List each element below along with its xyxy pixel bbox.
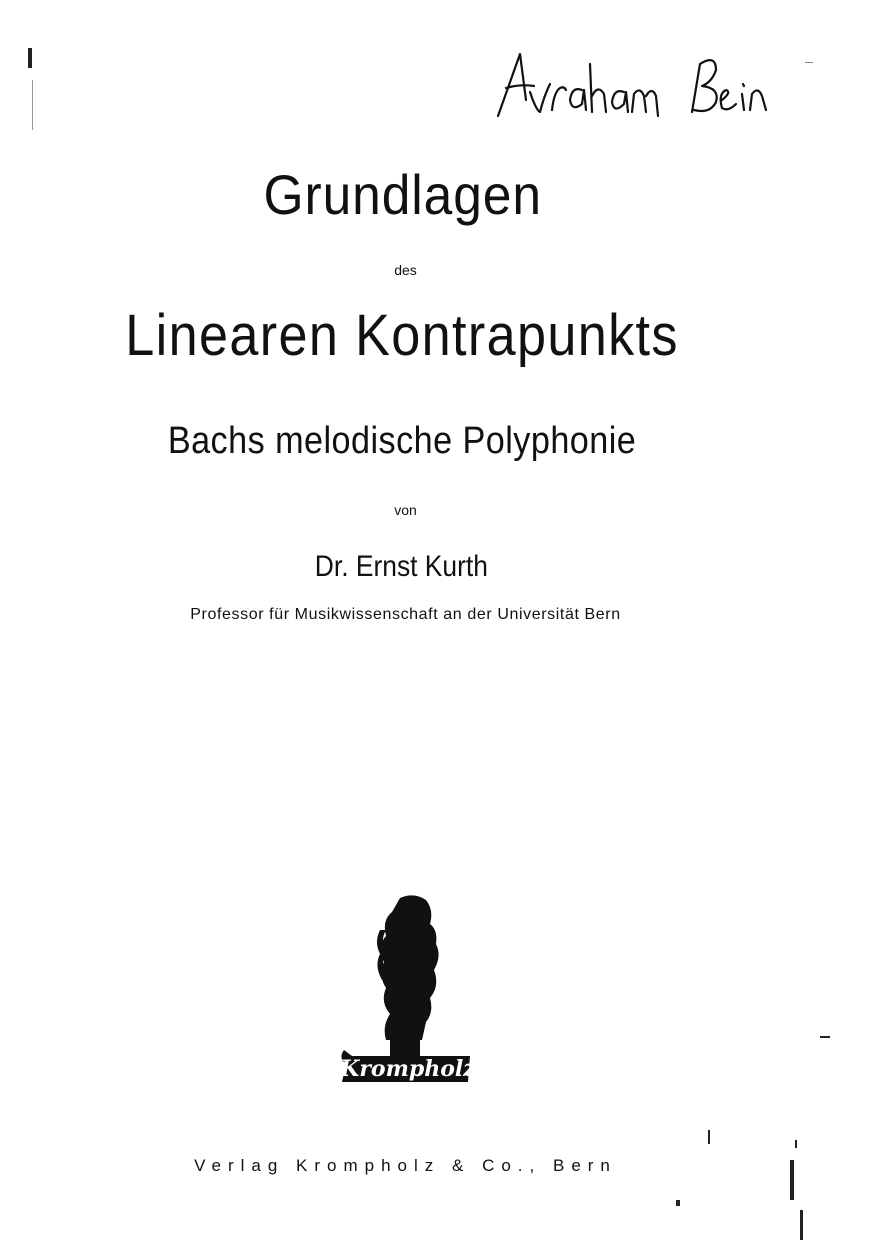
scan-mark xyxy=(676,1200,680,1206)
author-affiliation: Professor für Musikwissenschaft an der Universität Bern xyxy=(190,606,621,623)
publisher-emblem-icon xyxy=(330,890,480,1090)
title-line-2: Linearen Kontrapunkts xyxy=(125,303,679,368)
scan-mark xyxy=(805,62,813,63)
scan-mark xyxy=(795,1140,797,1148)
publisher-imprint: Verlag Krompholz & Co., Bern xyxy=(194,1156,617,1175)
scan-mark xyxy=(820,1036,830,1038)
scan-mark xyxy=(800,1210,803,1240)
title-line-1: Grundlagen xyxy=(263,163,542,226)
svg-text:Krompholz: Krompholz xyxy=(340,1056,476,1082)
scan-mark xyxy=(28,48,32,68)
scan-mark xyxy=(708,1130,710,1144)
subtitle: Bachs melodische Polyphonie xyxy=(167,420,637,462)
scan-mark xyxy=(32,80,33,130)
scan-mark xyxy=(790,1160,794,1200)
title-connector: des xyxy=(394,262,417,278)
handwritten-signature xyxy=(490,40,790,130)
by-line: von xyxy=(394,502,417,518)
author-name: Dr. Ernst Kurth xyxy=(314,550,488,583)
